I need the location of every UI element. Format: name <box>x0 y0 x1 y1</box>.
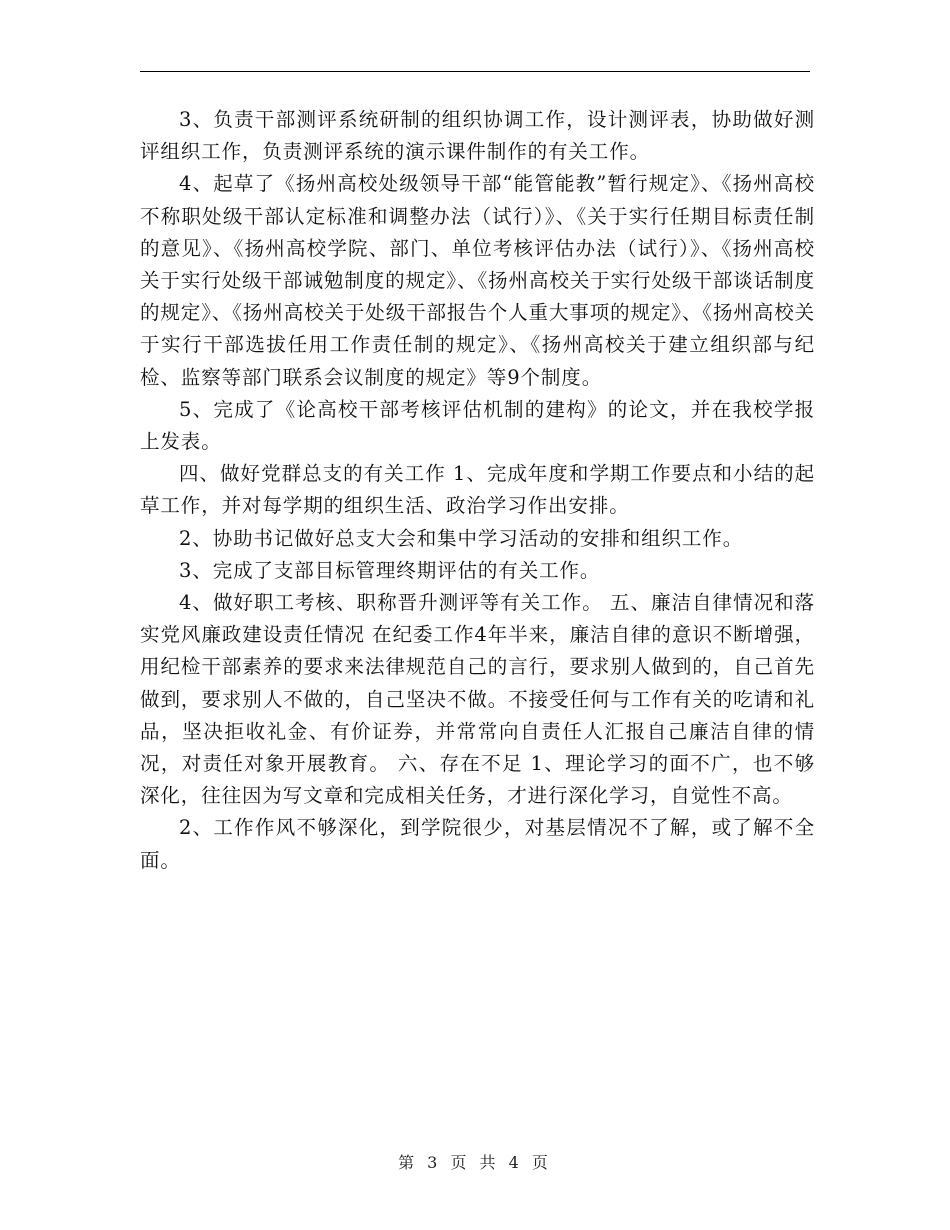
paragraph-item-4-integrity: 4、做好职工考核、职称晋升测评等有关工作。 五、廉洁自律情况和落实党风廉政建设责任情况 在纪委工作4年半来，廉洁自律的意识不断增强，用纪检干部素养的要求来法律规范自己的言行，要求别人做到的，自己首先做到，要求别人不做的，自己坚决不做。不接受任何与工作有关的吃请和礼品，坚决拒收礼金、有价证券，并常常向自责任人汇报自己廉洁自律的情况，对责任对象开展教育。 六、存在不足 1、理论学习的面不广，也不够深化，往往因为写文章和完成相关任务，才进行深化学习，自觉性不高。 <box>140 591 815 808</box>
header-rule <box>140 71 810 72</box>
paragraph-item-2-work-style: 2、工作作风不够深化，到学院很少，对基层情况不了解，或了解不全面。 <box>140 816 815 872</box>
page-number-label: 第 3 页 共 4 页 <box>398 1153 552 1172</box>
paragraph-item-5-paper: 5、完成了《论高校干部考核评估机制的建构》的论文，并在我校学报上发表。 <box>140 397 815 454</box>
page-footer <box>0 1150 950 1173</box>
paragraph-item-3-evaluation: 3、完成了支部目标管理终期评估的有关工作。 <box>179 558 601 582</box>
paragraph-item-2-assist: 2、协助书记做好总支大会和集中学习活动的安排和组织工作。 <box>179 526 744 550</box>
paragraph-item-4-regulations: 4、起草了《扬州高校处级领导干部“能管能教”暂行规定》、《扬州高校不称职处级干部认定标准和调整办法（试行）》、《关于实行任期目标责任制的意见》、《扬州高校学院、部门、单位考核评估办法（试行）》、《扬州高校关于实行处级干部诫勉制度的规定》、《扬州高校关于实行处级干部谈话制度的规定》、《扬州高校关于处级干部报告个人重大事项的规定》、《扬州高校关于实行干部选拔任用工作责任制的规定》、《扬州高校关于建立组织部与纪检、监察等部门联系会议制度的规定》等9个制度。 <box>140 172 816 389</box>
document-body <box>140 104 815 877</box>
paragraph-section-4-party-work: 四、做好党群总支的有关工作 1、完成年度和学期工作要点和小结的起草工作，并对每学期的组织生活、政治学习作出安排。 <box>140 462 815 518</box>
paragraph-item-3: 3、负责干部测评系统研制的组织协调工作，设计测评表，协助做好测评组织工作，负责测评系统的演示课件制作的有关工作。 <box>140 108 815 164</box>
